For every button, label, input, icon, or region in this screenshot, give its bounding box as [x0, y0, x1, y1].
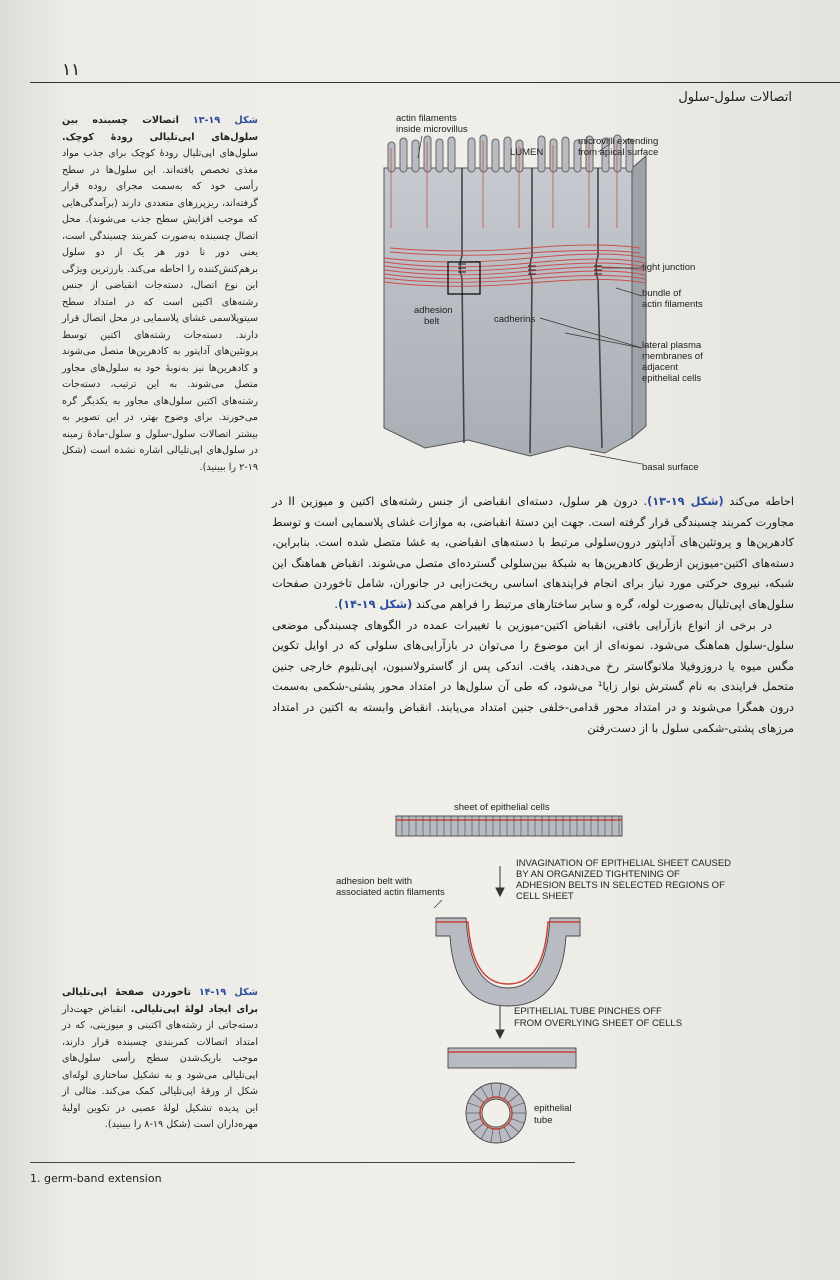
label-bundle-2: actin filaments: [642, 299, 703, 310]
figure-13-label: شکل ۱۹-۱۳: [192, 115, 258, 126]
label-microvilli: microvilli extending: [578, 136, 659, 147]
label-lateral-3: adjacent: [642, 362, 678, 373]
figure-13-title: اتصالات چسبنده بین سلول‌های اپی‌تلیالی رودهٔ کوچک.: [62, 115, 258, 143]
figure-14-title: تاخوردن صفحهٔ اپی‌تلیالی برای ایجاد لولهٔ اپی‌تلیالی.: [62, 987, 258, 1015]
figure-14-label: شکل ۱۹-۱۴: [198, 987, 258, 998]
label-step1: INVAGINATION OF EPITHELIAL SHEET CAUSED: [516, 858, 732, 869]
label-tube-2: tube: [534, 1115, 553, 1126]
flat-epithelial-sheet: [396, 816, 622, 836]
label-adhesion-belt: adhesion: [414, 305, 453, 316]
epithelial-tube: [466, 1083, 526, 1143]
label-basal: basal surface: [642, 462, 699, 473]
label-lateral: lateral plasma: [642, 340, 702, 351]
label-sheet: sheet of epithelial cells: [454, 802, 550, 813]
figure-13-body: سلول‌های اپی‌تلیال رودهٔ کوچک برای جذب مواد مغذی تخصص یافته‌اند. این سلول‌ها در سطح رأسی خود که به‌سمت مجرای روده قرار گرفته‌اند، ریزپرزهای متعددی دارند (برآمدگی‌هایی که موجب افزایش سطح جذب می‌شوند). محل اتصال چسبنده به‌صورت کمربند چسبندگی است، یعنی دور تا دور هر یک از دو سلول برهم‌کنش‌کننده را احاطه می‌کند. بارزترین ویژگی این نوع اتصال، دسته‌جات انقباضی از جنس رشته‌های اکتین است که در امتداد سطح سیتوپلاسمی غشای پلاسمایی در محل اتصال قرار دارند. دسته‌جات رشته‌های اکتین توسط پروتئین‌های آداپتور به کادهرین‌ها متصل می‌شوند و کادهرین‌ها نیز به‌نوبهٔ خود به سلول‌های مجاور متصل می‌شوند. به این ترتیب، دسته‌جات رشته‌های اکتین سلول‌های مجاور به یکدیگر گره می‌خورند. برای وضوح بهتر، در این تصویر به بیشتر اتصالات سلول-سلول و سلول-مادهٔ زمینه در سلول‌های اپی‌تلیالی اشاره نشده است (شکل ۱۹-۲ را ببینید).: [62, 148, 258, 473]
figure-ref-14[interactable]: (شکل ۱۹-۱۴): [338, 597, 413, 611]
label-step1-4: CELL SHEET: [516, 891, 574, 902]
paragraph-2: در برخی از انواع بازآرایی بافتی، انقباض اکتین-میوزین با تغییرات عمده در الگوهای چسبندگی موضعی سلول-سلول هماهنگ می‌شود. نمونه‌ای از این موضوع را می‌توان در بازآرایی‌های سلولی که در اوایل تکوین مگس میوه یا دروزوفیلا ملانوگاستر رخ می‌دهند، یافت. اندکی پس از گاسترولاسیون، اپی‌تلیوم خارجی جنین متحمل فرایندی به نام گسترش نوار زایا¹ می‌شود، که طی آن سلول‌ها در امتداد محور پشتی-شکمی به‌سمت درون همگرا می‌شوند و در امتداد محور قدامی-خلفی جنین امتداد می‌یابند. انقباض وابسته به اکتین در امتداد مرزهای پشتی-شکمی سلول با از دست‌رفتن: [272, 618, 795, 735]
label-step1-2: BY AN ORGANIZED TIGHTENING OF: [516, 869, 680, 880]
figure-14-body: انقباض جهت‌دار دسته‌جاتی از رشته‌های اکتینی و میوزینی، که در امتداد اتصالات کمربندی چسبنده قرار دارند، موجب باریک‌شدن سطح رأسی سلول‌های اپی‌تلیالی می‌شود و به تشکیل ساختاری لوله‌ای شکل از ورقهٔ اپی‌تلیالی کمک می‌کند. مثالی از این پدیده تشکیل لولهٔ عصبی در تکوین اولیهٔ مهره‌داران است (شکل ۱۹-۸ را ببینید).: [62, 1003, 258, 1130]
paragraph-1: احاطه می‌کند (شکل ۱۹-۱۳). درون هر سلول، دسته‌ای انقباضی از جنس رشته‌های اکتین و میوزین II در مجاورت کمربند چسبندگی قرار گرفته است. جهت این دستهٔ انقباضی، به موازات غشای پلاسمایی است و توسط کادهرین‌ها و پروتئین‌های آداپتور درون‌سلولی مرتبط با دسته‌های انقباضی، به غشا متصل شده است. بنابراین، دسته‌های اکتین-میوزین ازطریق کادهرین‌ها به شبکهٔ بین‌سلولی گسترده‌ای متصل می‌شوند. انقباض هماهنگ این شبکه، نیروی حرکتی مورد نیاز برای انجام فرایندهای اساسی ریخت‌زایی در جانوران، شامل تاخوردن صفحات سلول‌های اپی‌تلیال به‌صورت لوله، گره و سایر ساختارهای مرتبط را فراهم می‌کند (شکل ۱۹-۱۴).: [272, 495, 794, 611]
page-number: ۱۱: [62, 60, 81, 80]
label-tube: epithelial: [534, 1103, 572, 1114]
header-rule: [30, 82, 840, 83]
figure-14-caption: [62, 985, 258, 1134]
invaginated-sheet: [436, 918, 580, 1006]
label-belt-2: associated actin filaments: [336, 887, 445, 898]
footnote-rule: [30, 1162, 575, 1163]
figure-14-illustration: [330, 798, 750, 1148]
arrow-2: [496, 1006, 504, 1038]
label-lateral-2: membranes of: [642, 351, 703, 362]
label-microvilli-2: from apical surface: [578, 147, 659, 158]
body-text: [272, 492, 794, 739]
running-head: اتصالات سلول-سلول: [678, 90, 792, 105]
label-cadherins: cadherins: [494, 314, 536, 325]
pinched-sheet: [448, 1048, 576, 1068]
label-actin-microvillus: actin filaments: [396, 113, 457, 124]
footnote: 1. germ-band extension: [30, 1172, 162, 1185]
label-adhesion-belt-2: belt: [424, 316, 440, 327]
label-lumen: LUMEN: [510, 147, 544, 158]
belt-leader: [434, 900, 442, 908]
label-bundle: bundle of: [642, 288, 682, 299]
label-belt: adhesion belt with: [336, 876, 413, 887]
label-tight-junction: tight junction: [642, 262, 696, 273]
label-step1-3: ADHESION BELTS IN SELECTED REGIONS OF: [516, 880, 725, 891]
figure-13-illustration: [370, 108, 710, 478]
label-lateral-4: epithelial cells: [642, 373, 702, 384]
figure-13-caption: [62, 113, 258, 476]
label-actin-microvillus-2: inside microvillus: [396, 124, 468, 135]
arrow-1: [496, 866, 504, 896]
figure-ref-13[interactable]: (شکل ۱۹-۱۳): [647, 495, 724, 508]
label-step2: EPITHELIAL TUBE PINCHES OFF: [514, 1006, 662, 1017]
label-step2-2: FROM OVERLYING SHEET OF CELLS: [514, 1018, 683, 1029]
